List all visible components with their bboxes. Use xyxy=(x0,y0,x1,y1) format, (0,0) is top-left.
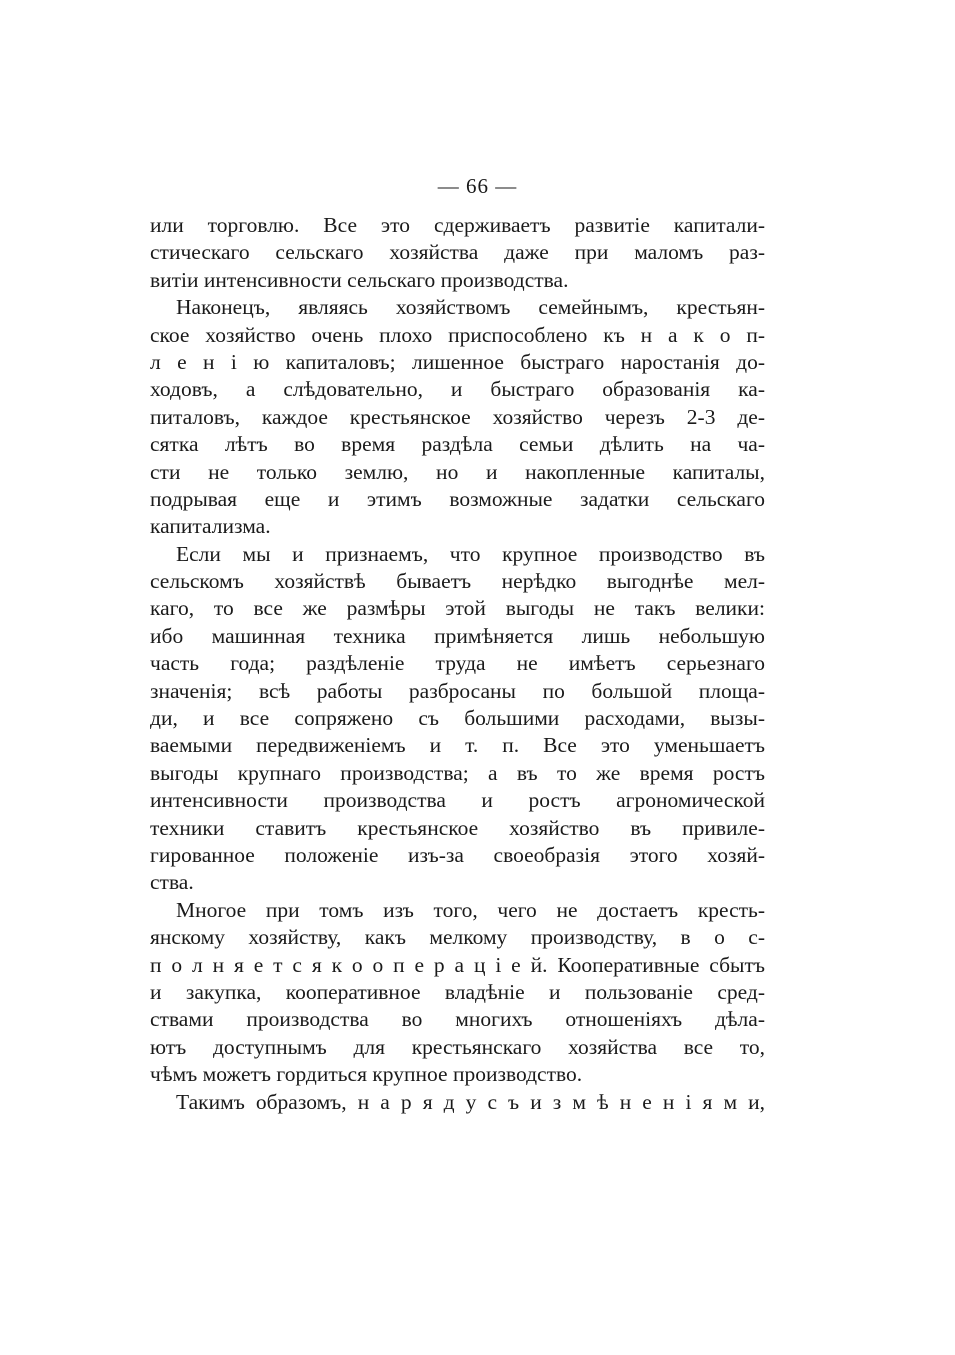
text-line: сти не только землю, но и накопленные капиталы, xyxy=(150,459,765,484)
text-line: выгоды крупнаго производства; а въ то же время ростъ xyxy=(150,760,765,785)
text-line: п о л н я е т с я к о о п е р а ц і е й. Кооперативные сбытъ xyxy=(150,952,765,977)
text-line: или торговлю. Все это сдерживаетъ развитіе капитали- xyxy=(150,213,765,237)
text-line: ское хозяйство очень плохо приспособлено къ н а к о п- xyxy=(150,322,765,347)
text-line: ствами производства во многихъ отношеніяхъ дѣла- xyxy=(150,1007,765,1032)
text-line: сельскомъ хозяйствѣ бываетъ нерѣдко выгоднѣе мел- xyxy=(150,569,765,594)
text-line: ходовъ, а слѣдовательно, и быстраго образованія ка- xyxy=(150,377,765,402)
text-line: капитализма. xyxy=(150,514,271,539)
text-line: гированное положеніе изъ-за своеобразія этого хозяй- xyxy=(150,842,765,867)
text-line: стическаго сельскаго хозяйства даже при маломъ раз- xyxy=(150,240,765,265)
text-line: техники ставитъ крестьянское хозяйство въ привиле- xyxy=(150,815,765,840)
text-line: Если мы и признаемъ, что крупное производство въ xyxy=(176,541,765,566)
text-line: значенія; всѣ работы разбросаны по большой площа- xyxy=(150,678,765,703)
text-line: ди, и все сопряжено съ большими расходами, вызы- xyxy=(150,706,765,731)
text-line: интенсивности производства и ростъ агрономической xyxy=(150,788,765,813)
text-line: подрывая еще и этимъ возможные задатки сельскаго xyxy=(150,486,765,511)
text-line: Наконецъ, являясь хозяйствомъ семейнымъ, крестьян- xyxy=(176,295,765,320)
text-line: л е н і ю капиталовъ; лишенное быстраго наростанія до- xyxy=(150,349,765,374)
text-line: ства. xyxy=(150,870,194,895)
text-line: сятка лѣтъ во время раздѣла семьи дѣлить на ча- xyxy=(150,432,765,457)
text-line: и закупка, кооперативное владѣніе и пользованіе сред- xyxy=(150,979,765,1004)
text-line: питаловъ, каждое крестьянское хозяйство черезъ 2-3 де- xyxy=(150,404,765,429)
text-line: часть года; раздѣленіе труда не имѣетъ серьезнаго xyxy=(150,651,765,676)
text-line: Такимъ образомъ, н а р я д у с ъ и з м ѣ н е н і я м и, xyxy=(176,1089,765,1114)
text-line: каго, то все же размѣры этой выгоды не такъ велики: xyxy=(150,596,765,621)
text-line: чѣмъ можетъ гордиться крупное производство. xyxy=(150,1062,583,1087)
text-line: ютъ доступнымъ для крестьянскаго хозяйства все то, xyxy=(150,1034,765,1059)
text-line: витіи интенсивности сельскаго производства. xyxy=(150,267,569,292)
text-line: Многое при томъ изъ того, чего не достаетъ кресть- xyxy=(176,897,765,922)
page-number: — 66 — xyxy=(437,174,518,198)
text-line: ваемыми передвиженіемъ и т. п. Все это уменьшаетъ xyxy=(150,733,765,758)
text-line: янскому хозяйству, какъ мелкому производству, в о с- xyxy=(150,925,765,950)
text-line: ибо машинная техника примѣняется лишь небольшую xyxy=(150,623,765,648)
body-text xyxy=(150,212,765,1116)
